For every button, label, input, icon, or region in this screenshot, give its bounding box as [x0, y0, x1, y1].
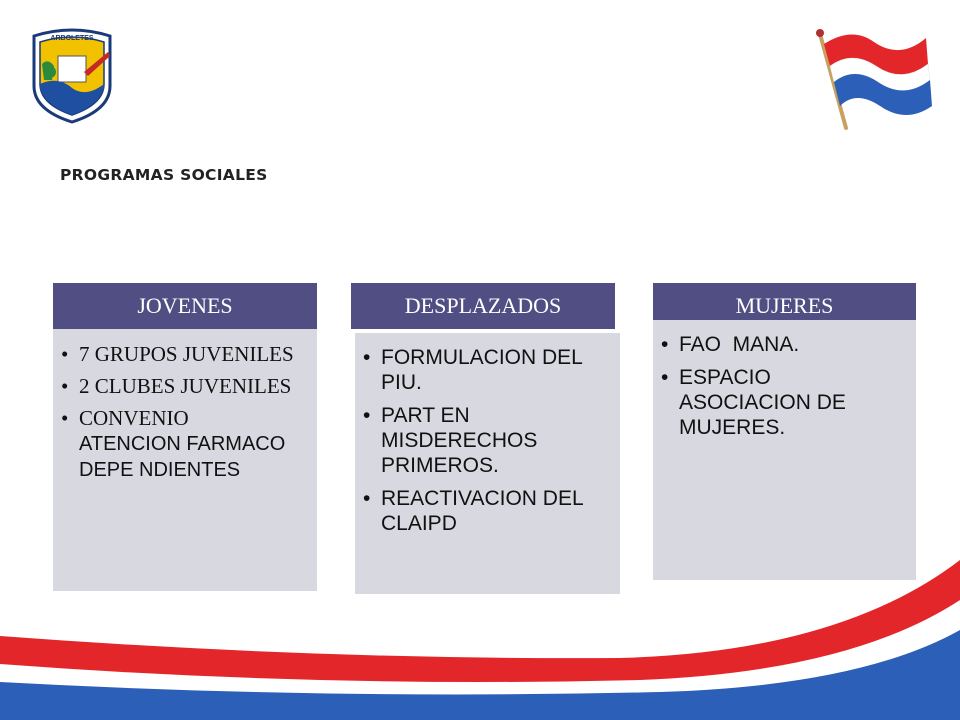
logo-arc-text: ARBOLETES	[50, 35, 94, 42]
list-item-serif-part: CONVENIO	[79, 406, 189, 430]
page-title: PROGRAMAS SOCIALES	[60, 166, 268, 184]
column-header-mujeres: MUJERES	[653, 283, 916, 329]
list-item: • FORMULACION DEL PIU.	[355, 345, 620, 395]
column-header-desplazados: DESPLAZADOS	[351, 283, 615, 329]
footer-flag-wave	[0, 540, 960, 720]
list-item: • 7 GRUPOS JUVENILES	[53, 341, 317, 367]
list-item-sans-part: ATENCION FARMACODEPE NDIENTES	[79, 433, 286, 481]
list-item: • ESPACIO ASOCIACION DE MUJERES.	[653, 365, 916, 440]
column-header-jovenes: JOVENES	[53, 283, 317, 329]
waving-flag-icon	[812, 24, 934, 132]
list-item: • 2 CLUBES JUVENILES	[53, 373, 317, 399]
list-item: • PART EN MISDERECHOS PRIMEROS.	[355, 403, 620, 478]
list-item: • REACTIVACION DEL CLAIPD	[355, 486, 620, 536]
list-item	[53, 405, 317, 483]
municipal-shield-logo	[28, 28, 116, 124]
list-item: • FAO MANA.	[653, 332, 916, 357]
